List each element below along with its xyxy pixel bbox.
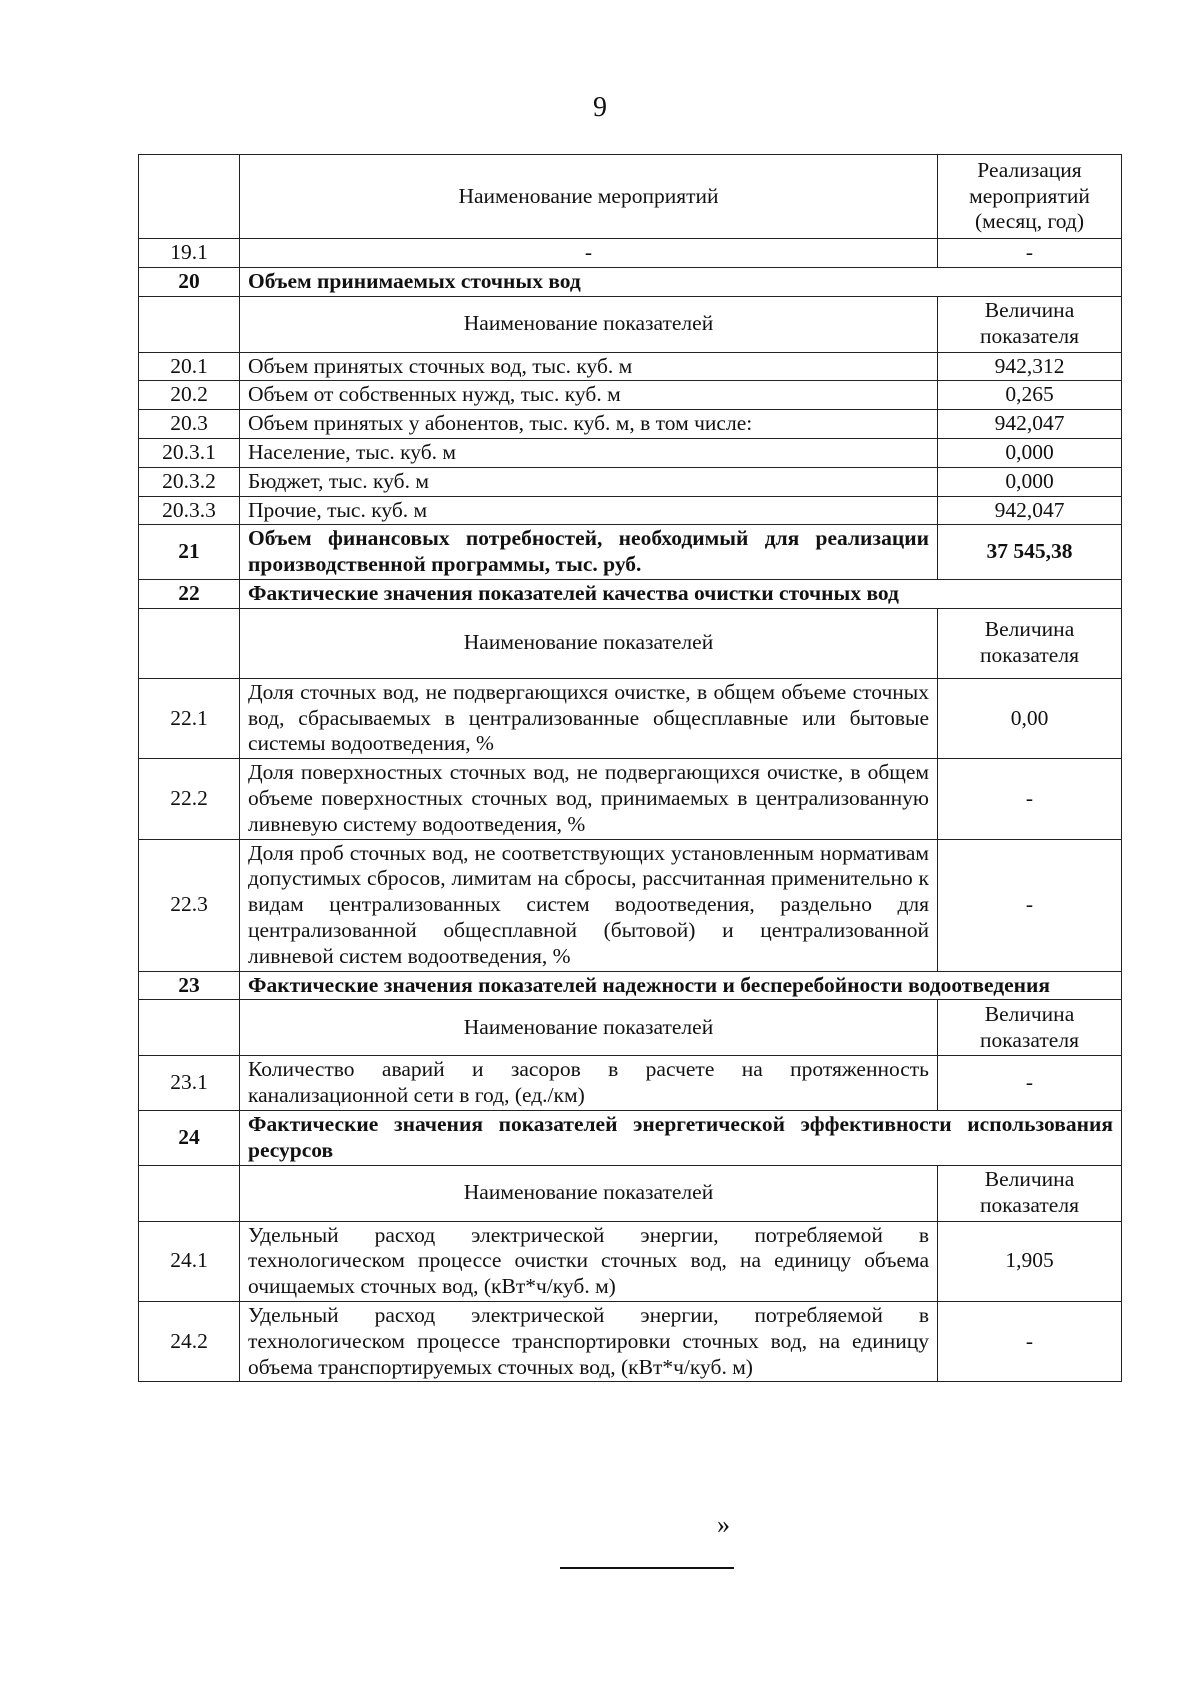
header-num-cell: [139, 1165, 240, 1221]
section-num: 24: [139, 1110, 240, 1165]
indicators-value-header: Величина показателя: [938, 608, 1122, 678]
table-row: [139, 1056, 1122, 1111]
row-name: Доля проб сточных вод, не соответствующих установленным нормативам допустимых сбросов, лимитам на сбросы, рассчитанная применительно к видам централизованных систем водоотведения, раздельно для централизованной общесплавной (бытовой) и централизованной ливневой систем водоотведения, %: [240, 839, 938, 971]
table-row: [139, 759, 1122, 839]
row-name: Объем принятых у абонентов, тыс. куб. м, в том числе:: [240, 410, 938, 439]
section-title: Фактические значения показателей качества очистки сточных вод: [240, 579, 1122, 608]
header-num-cell: [139, 296, 240, 352]
section-num: 22: [139, 579, 240, 608]
row-name: -: [240, 239, 938, 268]
row-num: 20.3: [139, 410, 240, 439]
row-name: Количество аварий и засоров в расчете на протяженность канализационной сети в год, (ед./км): [240, 1056, 938, 1111]
table-row: [139, 438, 1122, 467]
section-row-21: [139, 525, 1122, 580]
indicators-header-row: [139, 1165, 1122, 1221]
row-value: -: [938, 1056, 1122, 1111]
row-value: 942,047: [938, 410, 1122, 439]
row-value: 0,265: [938, 381, 1122, 410]
row-name: Доля сточных вод, не подвергающихся очистке, в общем объеме сточных вод, сбрасываемых в централизованные общесплавные или бытовые системы водоотведения, %: [240, 678, 938, 758]
financial-value: 37 545,38: [938, 525, 1122, 580]
table-row: [139, 381, 1122, 410]
row-name: Объем принятых сточных вод, тыс. куб. м: [240, 352, 938, 381]
row-num: 20.2: [139, 381, 240, 410]
row-num: 20.3.1: [139, 438, 240, 467]
row-num: 23.1: [139, 1056, 240, 1111]
header-num-cell: [139, 155, 240, 239]
section-num: 20: [139, 267, 240, 296]
row-num: 22.3: [139, 839, 240, 971]
table-row: [139, 239, 1122, 268]
indicators-header-row: [139, 608, 1122, 678]
table-row: [139, 678, 1122, 758]
row-num: 22.1: [139, 678, 240, 758]
row-value: 0,000: [938, 438, 1122, 467]
table-row: [139, 467, 1122, 496]
section-num: 21: [139, 525, 240, 580]
end-rule: [560, 1567, 734, 1569]
section-row-23: [139, 971, 1122, 1000]
row-num: 24.1: [139, 1221, 240, 1301]
section-title: Фактические значения показателей надежности и бесперебойности водоотведения: [240, 971, 1122, 1000]
header-impl-cell: Реализация мероприятий (месяц, год): [938, 155, 1122, 239]
row-name: Прочие, тыс. куб. м: [240, 496, 938, 525]
row-value: -: [938, 839, 1122, 971]
table-row: [139, 839, 1122, 971]
row-num: 22.2: [139, 759, 240, 839]
row-name: Население, тыс. куб. м: [240, 438, 938, 467]
table-header-row: [139, 155, 1122, 239]
row-num: 20.3.2: [139, 467, 240, 496]
row-name: Удельный расход электрической энергии, потребляемой в технологическом процессе очистки сточных вод, на единицу объема очищаемых сточных вод, (кВт*ч/куб. м): [240, 1221, 938, 1301]
row-num: 19.1: [139, 239, 240, 268]
row-value: -: [938, 759, 1122, 839]
row-value: 0,000: [938, 467, 1122, 496]
row-name: Удельный расход электрической энергии, потребляемой в технологическом процессе транспортировки сточных вод, на единицу объема транспортируемых сточных вод, (кВт*ч/куб. м): [240, 1301, 938, 1381]
row-value: 1,905: [938, 1221, 1122, 1301]
table-row: [139, 1301, 1122, 1381]
header-name-cell: Наименование мероприятий: [240, 155, 938, 239]
indicators-header-row: [139, 1000, 1122, 1056]
row-name: Объем от собственных нужд, тыс. куб. м: [240, 381, 938, 410]
section-row-24: [139, 1110, 1122, 1165]
row-num: 20.3.3: [139, 496, 240, 525]
indicators-header-row: [139, 296, 1122, 352]
table-row: [139, 352, 1122, 381]
indicators-name-header: Наименование показателей: [240, 1000, 938, 1056]
indicators-name-header: Наименование показателей: [240, 296, 938, 352]
section-title: Объем финансовых потребностей, необходимый для реализации производственной программы, тыс. руб.: [240, 525, 938, 580]
row-value: 0,00: [938, 678, 1122, 758]
section-row-22: [139, 579, 1122, 608]
row-value: -: [938, 239, 1122, 268]
header-num-cell: [139, 608, 240, 678]
closing-quote: »: [717, 1510, 730, 1539]
section-row-20: [139, 267, 1122, 296]
indicators-value-header: Величина показателя: [938, 1165, 1122, 1221]
header-num-cell: [139, 1000, 240, 1056]
indicators-table: [138, 154, 1122, 1382]
section-title: Объем принимаемых сточных вод: [240, 267, 1122, 296]
row-value: 942,312: [938, 352, 1122, 381]
table-row: [139, 496, 1122, 525]
row-name: Бюджет, тыс. куб. м: [240, 467, 938, 496]
indicators-name-header: Наименование показателей: [240, 608, 938, 678]
page-number: 9: [593, 92, 607, 123]
row-num: 24.2: [139, 1301, 240, 1381]
row-value: 942,047: [938, 496, 1122, 525]
section-num: 23: [139, 971, 240, 1000]
row-name: Доля поверхностных сточных вод, не подвергающихся очистке, в общем объеме поверхностных сточных вод, принимаемых в централизованную ливневую систему водоотведения, %: [240, 759, 938, 839]
section-title: Фактические значения показателей энергетической эффективности использования ресурсов: [240, 1110, 1122, 1165]
indicators-value-header: Величина показателя: [938, 296, 1122, 352]
row-value: -: [938, 1301, 1122, 1381]
table-row: [139, 1221, 1122, 1301]
table-row: [139, 410, 1122, 439]
indicators-value-header: Величина показателя: [938, 1000, 1122, 1056]
row-num: 20.1: [139, 352, 240, 381]
indicators-name-header: Наименование показателей: [240, 1165, 938, 1221]
